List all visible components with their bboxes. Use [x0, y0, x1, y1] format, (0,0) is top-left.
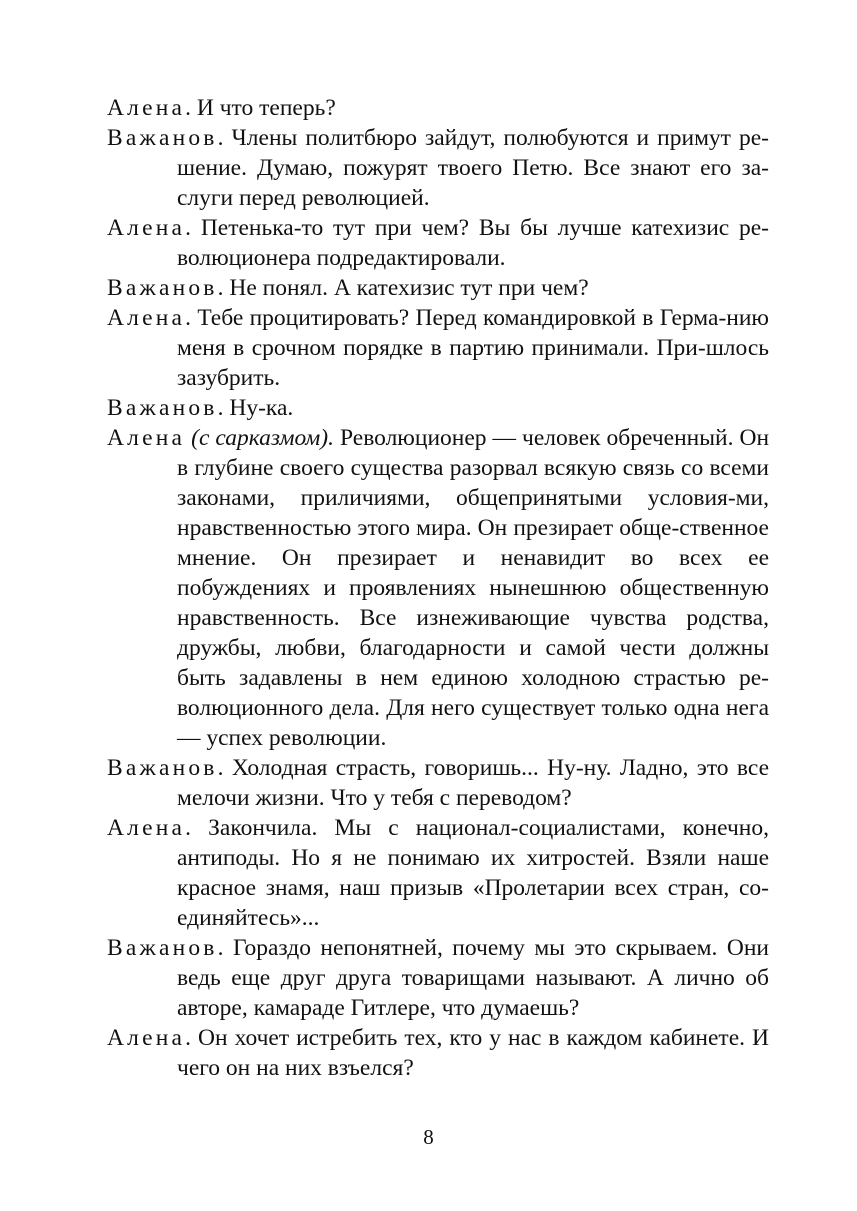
speech-line: слуги перед революцией. — [177, 185, 430, 211]
speaker-name: Алена — [107, 815, 186, 841]
dialogue-replica: Алена. Закончила. Мы с национал-социалистами, конечно, антиподы. Но я не понимаю их хитростей. Взяли наше красное знамя, наш призыв «Пролетарии всех стран, со-единяйтесь»... — [107, 815, 770, 931]
speech-line: Гораздо непонятней, почему мы это скрываем. Они — [232, 935, 769, 961]
dialogue-replica — [107, 423, 769, 753]
speech-line: Тебе процитировать? Перед командировкой в Герма- — [197, 305, 727, 331]
play-text — [107, 93, 769, 1083]
speaker-name: Алена — [107, 305, 186, 331]
speech-line: И что теперь? — [196, 95, 336, 121]
speech-line: Он в глубине своего существа разорвал всякую связь со — [177, 425, 770, 481]
speaker-name: Алена — [107, 215, 186, 241]
speech-line: Революционер — человек обреченный. — [340, 425, 734, 451]
speaker-name: Важанов — [107, 935, 218, 961]
speech-line: Ну-ка. — [229, 395, 294, 421]
dialogue-replica: Важанов. Холодная страсть, говоришь... Ну-ну. Ладно, это все мелочи жизни. Что у тебя с переводом? — [107, 755, 769, 811]
dialogue-replica: Важанов. Гораздо непонятней, почему мы это скрываем. Они ведь еще друг друга товарищами называют. А лично об авторе, камараде Гитлере, что думаешь? — [107, 935, 769, 1021]
dialogue-replica: Важанов. Не понял. А катехизис тут при чем? — [107, 275, 589, 301]
speech-line: красное знамя, наш призыв «Пролетарии всех стран, со- — [177, 875, 769, 901]
speaker-name: Важанов — [107, 275, 218, 301]
dialogue-replica: Алена. Тебе процитировать? Перед командировкой в Герма-нию меня в срочном порядке в партию принимали. При-шлось зазубрить. — [107, 305, 769, 391]
speech-line: нега — успех революции. — [177, 695, 769, 751]
speech-line: нравственность. Все изнеживающие чувства родства, — [177, 605, 769, 631]
dialogue-replica: Важанов. Члены политбюро зайдут, полюбуются и примут ре-шение. Думаю, пожурят твоего Петю. Все знают его за-слуги перед революцией. — [107, 125, 769, 211]
dialogue-replica: Важанов. Ну-ка. — [107, 395, 294, 421]
speaker-name: Алена — [107, 1025, 186, 1051]
speech-line: ведь еще друг друга товарищами называют. А лично об — [177, 965, 769, 991]
speech-line: шлось зазубрить. — [177, 335, 769, 391]
speech-line: Закончила. Мы с национал-социалистами, конечно, — [208, 815, 770, 841]
speech-line: Петенька-то тут при чем? Вы бы лучше катехизис ре- — [200, 215, 769, 241]
speech-line: ственное мнение. Он презирает и ненавидит во всех ее — [177, 515, 769, 571]
speech-line: нию меня в срочном порядке в партию принимали. При- — [177, 305, 769, 361]
stage-direction: (с сарказмом). — [191, 425, 335, 451]
speech-line: быть задавлены в нем единою холодною страстью ре- — [177, 665, 769, 691]
speech-line: антиподы. Но я не понимаю их хитростей. Взяли наше — [177, 845, 769, 871]
dialogue-replica: Алена. Он хочет истребить тех, кто у нас в каждом кабинете. И чего он на них взъелся? — [107, 1025, 770, 1081]
speech-line: ми, нравственностью этого мира. Он презирает обще- — [177, 485, 769, 541]
speech-line: шение. Думаю, пожурят твоего Петю. Все знают его за- — [177, 155, 769, 181]
speech-line: Не понял. А катехизис тут при чем? — [229, 275, 589, 301]
speech-line: побуждениях и проявлениях нынешнюю общественную — [177, 575, 769, 601]
speech-line: авторе, камараде Гитлере, что думаешь? — [177, 995, 580, 1021]
speech-line: единяйтесь»... — [177, 905, 320, 931]
speaker-name: Алена — [107, 425, 186, 451]
speaker-name: Важанов — [107, 755, 218, 781]
speech-line: дружбы, любви, благодарности и самой чести должны — [177, 635, 769, 661]
speech-line: мелочи жизни. Что у тебя с переводом? — [177, 785, 572, 811]
dialogue-replica: Алена. И что теперь? — [107, 95, 336, 121]
speech-line: Холодная страсть, говоришь... Ну-ну. Ладно, это все — [231, 755, 769, 781]
speech-line: Члены политбюро зайдут, полюбуются и примут ре- — [231, 125, 769, 151]
speech-line: волюционного дела. Для него существует только одна — [177, 695, 720, 721]
speech-line: всеми законами, приличиями, общепринятыми условия- — [177, 455, 769, 511]
dialogue-replica: Алена. Петенька-то тут при чем? Вы бы лучше катехизис ре-волюционера подредактировали. — [107, 215, 769, 271]
speaker-name: Алена — [107, 95, 186, 121]
speaker-name: Важанов — [107, 395, 218, 421]
speech-line: Он хочет истребить тех, кто у нас в каждом кабинете. — [198, 1025, 746, 1051]
page-number: 8 — [423, 1125, 434, 1149]
speech-line: волюционера подредактировали. — [177, 245, 506, 271]
speech-line: И чего он на них взъелся? — [177, 1025, 770, 1081]
speaker-name: Важанов — [107, 125, 218, 151]
